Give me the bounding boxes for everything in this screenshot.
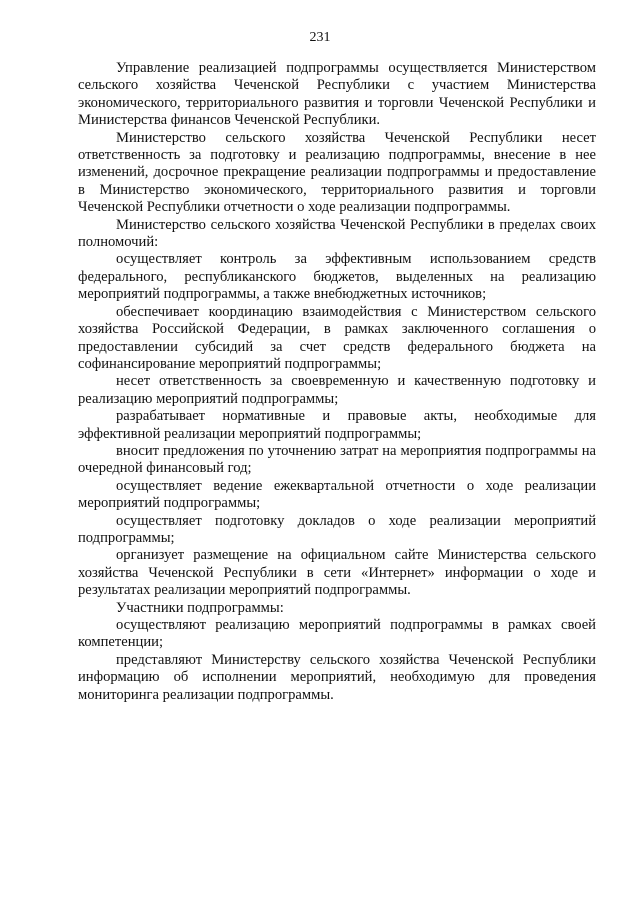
document-body [78,60,596,704]
paragraph-cost-proposals: вносит предложения по уточнению затрат на мероприятия подпрограммы на очередной финансовый год; [78,442,596,477]
page-number: 231 [309,30,331,45]
paragraph-quarterly-reporting: осуществляет ведение ежеквартальной отчетности о ходе реализации мероприятий подпрограммы; [78,477,596,512]
paragraph-participants-heading: Участники подпрограммы: [116,599,284,616]
paragraph-coordination: обеспечивает координацию взаимодействия с Министерством сельского хозяйства Российской Федерации, в рамках заключенного соглашения о предоставлении субсидий за счет средств федерального бюджета на софинансирование мероприятий подпрограммы; [78,303,596,372]
paragraph-responsibility-quality: несет ответственность за своевременную и качественную подготовку и реализацию мероприятий подпрограммы; [78,373,596,407]
paragraph-participants-report: представляют Министерству сельского хозяйства Чеченской Республики информацию об исполнении мероприятий, необходимую для проведения мониторинга реализации подпрограммы. [78,651,596,703]
paragraph-reports: осуществляет подготовку докладов о ходе реализации мероприятий подпрограммы; [78,512,596,546]
paragraph-legal-acts: разрабатывает нормативные и правовые акты, необходимые для эффективной реализации мероприятий подпрограммы; [78,408,596,442]
paragraph-website-publication: организует размещение на официальном сайте Министерства сельского хозяйства Чеченской Республики в сети «Интернет» информации о ходе и результатах реализации мероприятий подпрограммы. [78,547,596,599]
paragraph-ministry-responsibility: Министерство сельского хозяйства Чеченской Республики несет ответственность за подготовку и реализацию подпрограммы, внесение в нее изменений, досрочное прекращение реализации подпрограммы и предоставление в Министерство экономического, территориального развития и торговли Чеченской Республики отчетности о ходе реализации подпрограммы. [78,129,596,216]
paragraph-management: Управление реализацией подпрограммы осуществляется Министерством сельского хозяйства Чеченской Республики с участием Министерства экономического, территориального развития и торговли Чеченской Республики и Министерства финансов Чеченской Республики. [78,60,596,129]
paragraph-participants-implement: осуществляют реализацию мероприятий подпрограммы в рамках своей компетенции; [78,617,596,651]
paragraph-control: осуществляет контроль за эффективным использованием средств федерального, республиканского бюджетов, выделенных на реализацию мероприятий подпрограммы, а также внебюджетных источников; [78,251,596,303]
paragraph-ministry-powers: Министерство сельского хозяйства Чеченской Республики в пределах своих полномочий: [78,216,596,251]
